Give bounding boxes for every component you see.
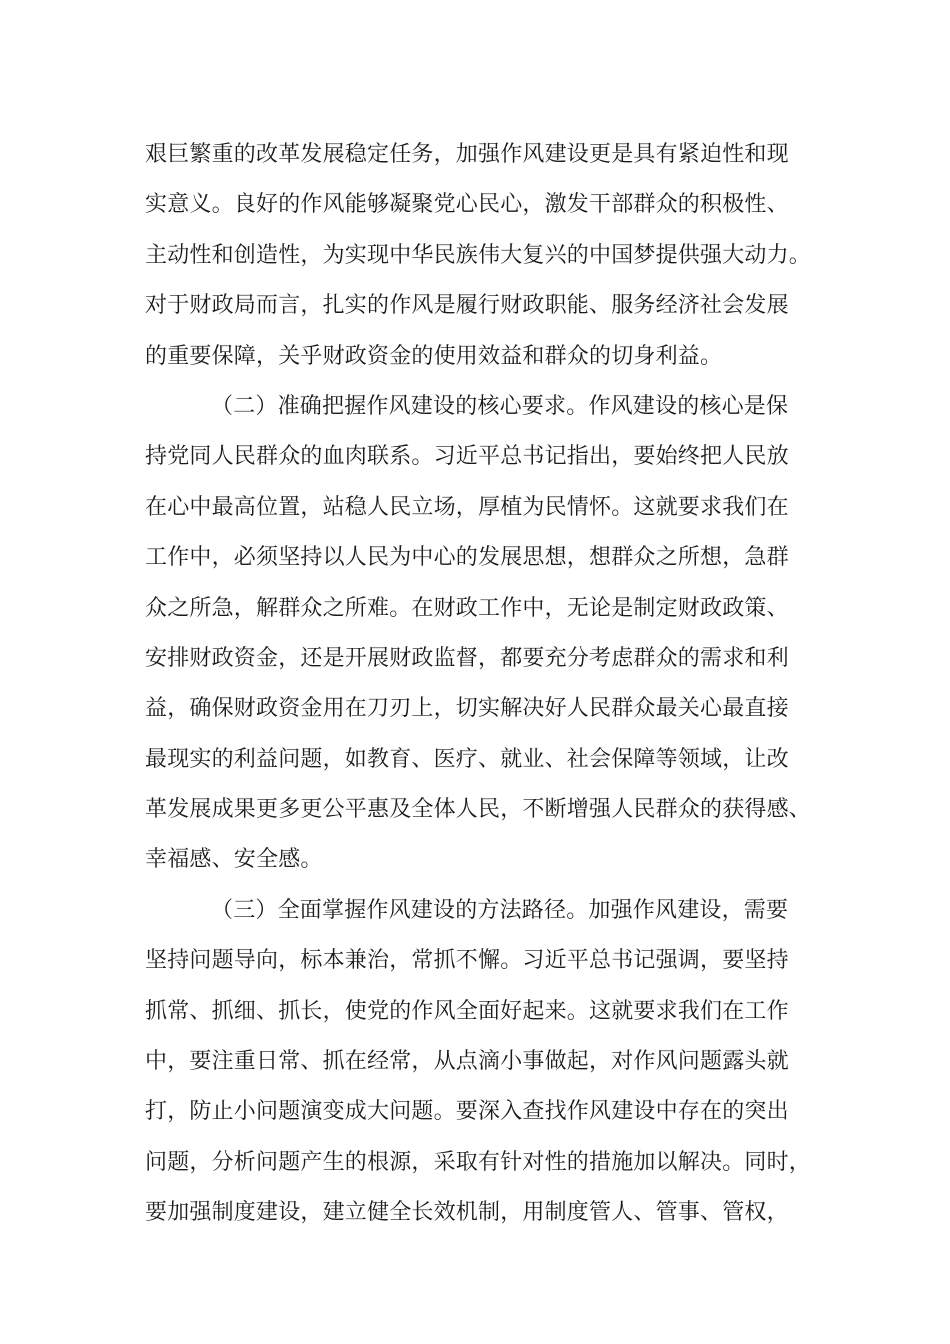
- paragraph-3-line: 打，防止小问题演变成大问题。要深入查找作风建设中存在的突出: [145, 1099, 789, 1125]
- paragraph-3-line: 坚持问题导向，标本兼治，常抓不懈。习近平总书记强调，要坚持: [145, 948, 789, 974]
- document-body: [145, 130, 825, 1239]
- paragraph-1-line: 的重要保障，关乎财政资金的使用效益和群众的切身利益。: [145, 343, 723, 369]
- paragraph-2-line: 益，确保财政资金用在刀刃上，切实解决好人民群众最关心最直接: [145, 696, 789, 722]
- paragraph-2-line: （二）准确把握作风建设的核心要求。作风建设的核心是保: [211, 393, 789, 419]
- paragraph-2-line: 持党同人民群众的血肉联系。习近平总书记指出，要始终把人民放: [145, 444, 789, 470]
- paragraph-3-line: 中，要注重日常、抓在经常，从点滴小事做起，对作风问题露头就: [145, 1049, 789, 1075]
- paragraph-3-line: 要加强制度建设，建立健全长效机制，用制度管人、管事、管权，: [145, 1200, 789, 1226]
- paragraph-1-line: 主动性和创造性，为实现中华民族伟大复兴的中国梦提供强大动力。: [145, 242, 812, 268]
- paragraph-2-line: 工作中，必须坚持以人民为中心的发展思想，想群众之所想，急群: [145, 545, 789, 571]
- paragraph-2-line: 最现实的利益问题，如教育、医疗、就业、社会保障等领域，让改: [145, 746, 789, 772]
- paragraph-3-line: 问题，分析问题产生的根源，采取有针对性的措施加以解决。同时，: [145, 1149, 812, 1175]
- paragraph-1-line: 对于财政局而言，扎实的作风是履行财政职能、服务经济社会发展: [145, 293, 789, 319]
- paragraph-2-line: 在心中最高位置，站稳人民立场，厚植为民情怀。这就要求我们在: [145, 494, 789, 520]
- paragraph-2-line: 众之所急，解群众之所难。在财政工作中，无论是制定财政政策、: [145, 595, 789, 621]
- paragraph-1-line: 实意义。良好的作风能够凝聚党心民心，激发干部群众的积极性、: [145, 192, 789, 218]
- paragraph-2-line: 革发展成果更多更公平惠及全体人民，不断增强人民群众的获得感、: [145, 797, 812, 823]
- paragraph-3-line: （三）全面掌握作风建设的方法路径。加强作风建设，需要: [211, 897, 789, 923]
- paragraph-3-line: 抓常、抓细、抓长，使党的作风全面好起来。这就要求我们在工作: [145, 998, 789, 1024]
- paragraph-2-line: 安排财政资金，还是开展财政监督，都要充分考虑群众的需求和利: [145, 645, 789, 671]
- paragraph-2-line: 幸福感、安全感。: [145, 847, 323, 873]
- paragraph-1-line: 艰巨繁重的改革发展稳定任务，加强作风建设更是具有紧迫性和现: [145, 142, 789, 167]
